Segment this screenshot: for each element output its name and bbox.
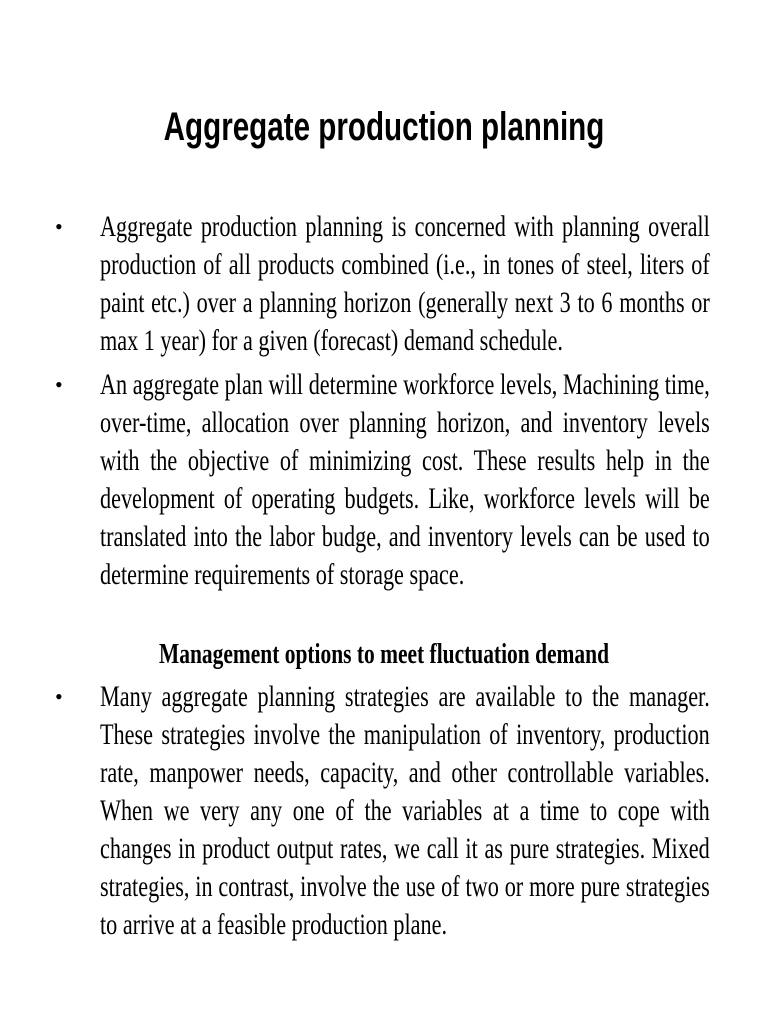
bullet-icon: • bbox=[55, 372, 63, 397]
bullet-list-intro bbox=[0, 208, 768, 600]
paragraph-text: Many aggregate planning strategies are available to the manager. These strategies involve the manipulation of inventory, production rate, manpower needs, capacity, and other controllable variables. When we very any one of the variables at a time to cope with changes in product output rates, we call it as pure strategies. Mixed strategies, in contrast, involve the use of two or more pure strategies to arrive at a feasible production plane. bbox=[100, 680, 710, 941]
paragraph bbox=[100, 366, 710, 594]
bullet-list-options bbox=[0, 678, 768, 950]
bullet-icon: • bbox=[55, 214, 63, 239]
list-item bbox=[0, 208, 768, 360]
page-title: Aggregate production planning bbox=[163, 105, 605, 149]
paragraph bbox=[100, 678, 710, 944]
paragraph bbox=[100, 208, 710, 360]
paragraph-text: An aggregate plan will determine workforce levels, Machining time, over-time, allocation over planning horizon, and inventory levels with the objective of minimizing cost. These results help in the development of operating budgets. Like, workforce levels will be translated into the labor budge, and inventory levels can be used to determine requirements of storage space. bbox=[100, 368, 710, 591]
list-item bbox=[0, 678, 768, 944]
section-heading: Management options to meet fluctuation demand bbox=[158, 638, 610, 670]
bullet-icon: • bbox=[55, 684, 63, 709]
paragraph-text: Aggregate production planning is concerned with planning overall production of all products combined (i.e., in tones of steel, liters of paint etc.) over a planning horizon (generally next 3 to 6 months or max 1 year) for a given (forecast) demand schedule. bbox=[100, 210, 710, 357]
list-item bbox=[0, 366, 768, 594]
